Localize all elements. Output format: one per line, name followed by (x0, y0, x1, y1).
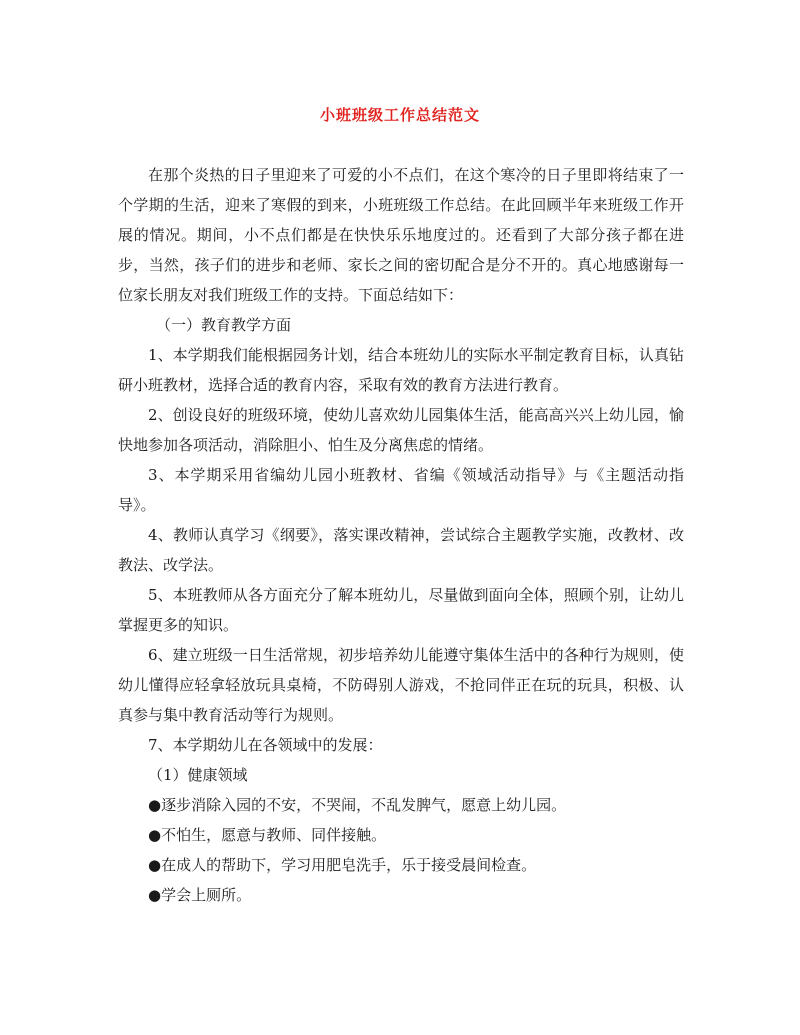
paragraph-item-6: 6、建立班级一日生活常规，初步培养幼儿能遵守集体生活中的各种行为规则，使幼儿懂得应轻拿轻放玩具桌椅，不防碍别人游戏，不抢同伴正在玩的玩具，积极、认真参与集中教育活动等行为规则。 (118, 646, 684, 724)
intro-paragraph: 在那个炎热的日子里迎来了可爱的小不点们，在这个寒冷的日子里即将结束了一个学期的生活，迎来了寒假的到来，小班班级工作总结。在此回顾半年来班级工作开展的情况。期间，小不点们都是在快快乐乐地度过的。还看到了大部分孩子都在进步，当然，孩子们的进步和老师、家长之间的密切配合是分不开的。真心地感谢每一位家长朋友对我们班级工作的支持。下面总结如下： (118, 166, 684, 304)
bullet-item: ●逐步消除入园的不安，不哭闹，不乱发脾气，愿意上幼儿园。 (148, 796, 567, 814)
bullet-item: ●在成人的帮助下，学习用肥皂洗手，乐于接受晨间检查。 (148, 856, 537, 874)
bullet-item: ●不怕生，愿意与教师、同伴接触。 (148, 826, 387, 844)
paragraph-item-3: 3、本学期采用省编幼儿园小班教材、省编《领域活动指导》与《主题活动指导》。 (118, 466, 684, 514)
section-heading-teaching: （一）教育教学方面 (156, 316, 292, 334)
document-title: 小班班级工作总结范文 (319, 106, 480, 124)
bullet-item: ●学会上厕所。 (148, 886, 252, 904)
subheading-health: （1）健康领域 (148, 766, 248, 784)
paragraph-item-1: 1、本学期我们能根据园务计划，结合本班幼儿的实际水平制定教育目标，认真钻研小班教材，选择合适的教育内容，采取有效的教育方法进行教育。 (118, 346, 684, 394)
paragraph-item-4: 4、教师认真学习《纲要》，落实课改精神，尝试综合主题教学实施，改教材、改教法、改学法。 (118, 526, 684, 574)
paragraph-item-2: 2、创设良好的班级环境，使幼儿喜欢幼儿园集体生活，能高高兴兴上幼儿园，愉快地参加各项活动，消除胆小、怕生及分离焦虑的情绪。 (118, 406, 684, 454)
document-body (118, 160, 684, 910)
paragraph-item-7: 7、本学期幼儿在各领域中的发展： (148, 736, 383, 754)
paragraph-item-5: 5、本班教师从各方面充分了解本班幼儿，尽量做到面向全体，照顾个别，让幼儿掌握更多的知识。 (118, 586, 684, 634)
